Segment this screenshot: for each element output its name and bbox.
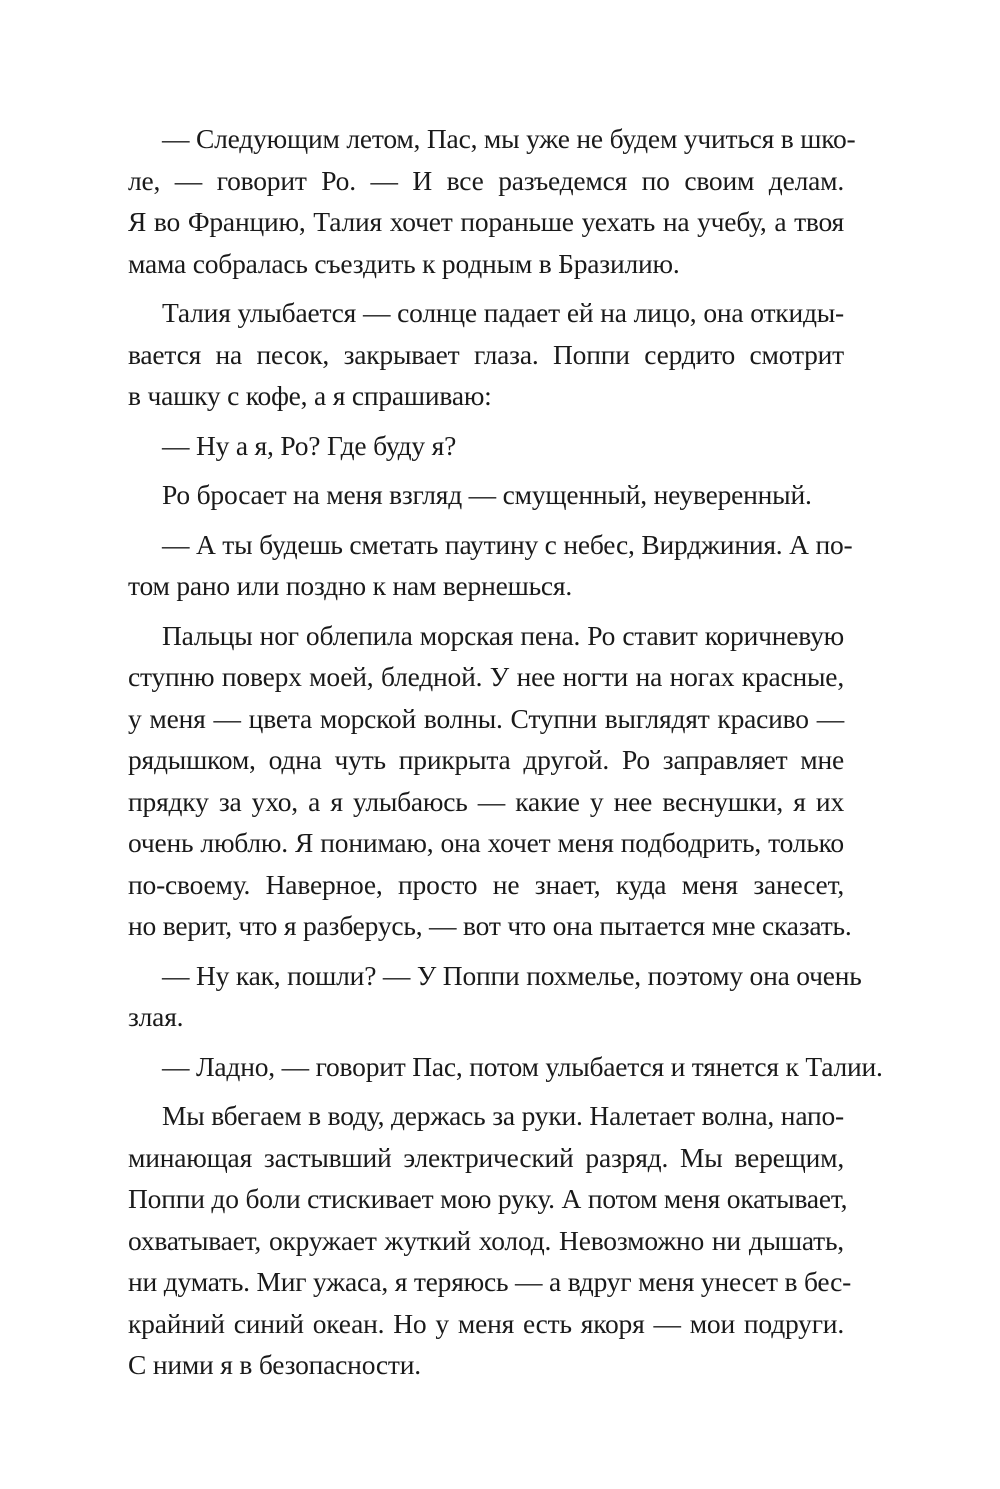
text-line: Талия улыбается — солнце падает ей на лицо, она откиды- [162,297,844,328]
text-line: — Ну а я, Ро? Где буду я? [162,429,457,461]
text-line: рядышком, одна чуть прикрыта другой. Ро заправляет мне [128,744,844,775]
paragraph [128,292,844,417]
text-line: по-своему. Наверное, просто не знает, куда меня занесет, [128,868,844,900]
paragraph [128,1046,883,1088]
paragraph [128,615,852,947]
text-line: прядку за ухо, а я улыбаюсь — какие у нее веснушки, я их [128,785,844,817]
text-line: в чашку с кофе, а я спрашиваю: [128,380,492,411]
paragraph [128,524,853,607]
text-line: Ро бросает на меня взгляд — смущенный, неуверенный. [162,479,812,510]
text-line: ле, — говорит Ро. — И все разъедемся по своим делам. [128,164,844,196]
text-line: злая. [128,1001,184,1032]
text-line: — А ты будешь сметать паутину с небес, Вирджиния. А по- [162,528,853,560]
paragraph [128,955,862,1038]
text-line: крайний синий океан. Но у меня есть якоря — мои подруги. [128,1307,844,1339]
text-line: — Следующим летом, Пас, мы уже не будем учиться в шко- [162,123,856,154]
text-line: мама собралась съездить к родным в Бразилию. [128,247,680,279]
text-line: но верит, что я разберусь, — вот что она пытается мне сказать. [128,910,852,941]
text-line: — Ладно, — говорит Пас, потом улыбается и тянется к Талии. [162,1050,883,1082]
text-line: ни думать. Миг ужаса, я теряюсь — а вдруг меня унесет в бес- [128,1266,852,1297]
text-line: ступню поверх моей, бледной. У нее ногти на ногах красные, [128,661,844,692]
paragraph [128,474,844,516]
text-line: Пальцы ног облепила морская пена. Ро ставит коричневую [162,619,844,651]
text-line: Поппи до боли стискивает мою руку. А потом меня окатывает, [128,1183,848,1214]
paragraph [128,118,856,284]
text-line: — Ну как, пошли? — У Поппи похмелье, поэтому она очень [162,959,862,991]
text-line: у меня — цвета морской волны. Ступни выглядят красиво — [128,702,844,734]
paragraph [128,1095,852,1386]
text-line: минающая застывший электрический разряд. Мы верещим, [128,1141,844,1173]
text-line: вается на песок, закрывает глаза. Поппи сердито смотрит [128,338,844,370]
paragraph [128,425,844,467]
text-line: охватывает, окружает жуткий холод. Невозможно ни дышать, [128,1224,844,1256]
text-line: С ними я в безопасности. [128,1349,421,1380]
text-line: очень люблю. Я понимаю, она хочет меня подбодрить, только [128,827,844,858]
body-text [128,118,883,1386]
text-line: том рано или поздно к нам вернешься. [128,570,573,601]
text-line: Я во Францию, Талия хочет пораньше уехать на учебу, а твоя [128,206,844,237]
text-line: Мы вбегаем в воду, держась за руки. Налетает волна, напо- [162,1100,844,1131]
